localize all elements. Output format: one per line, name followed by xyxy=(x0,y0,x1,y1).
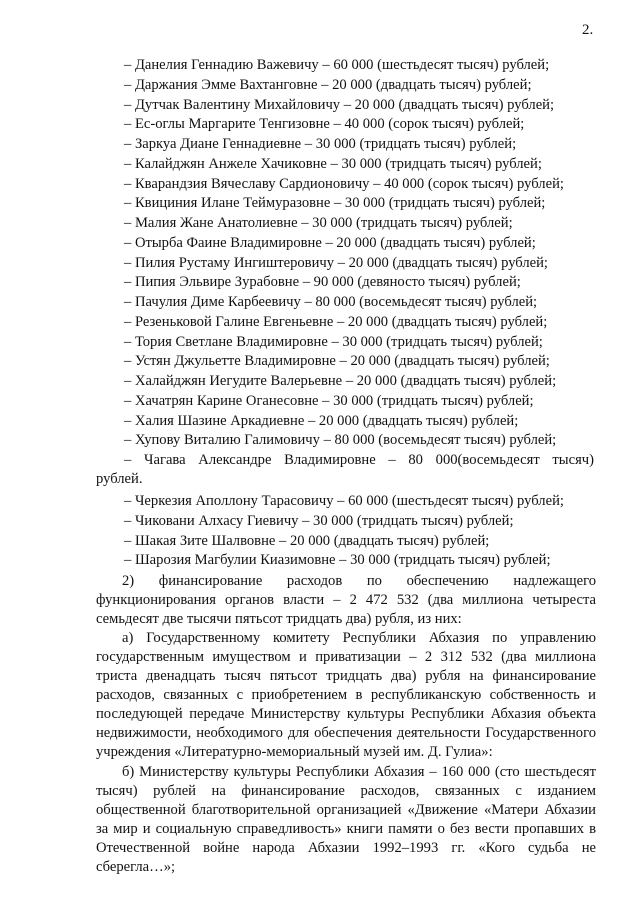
list-item: – Чиковани Алхасу Гиевичу – 30 000 (тридцать тысяч) рублей; xyxy=(124,512,514,529)
list-item: – Халия Шазине Аркадиевне – 20 000 (двадцать тысяч) рублей; xyxy=(124,412,519,429)
list-item: – Пипия Эльвире Зурабовне – 90 000 (девяносто тысяч) рублей; xyxy=(124,274,521,291)
list-item: – Хупову Виталию Галимовичу – 80 000 (восемьдесят тысяч) рублей; xyxy=(124,432,557,449)
list-item: – Заркуа Диане Геннадиевне – 30 000 (тридцать тысяч) рублей; xyxy=(124,136,517,152)
paragraph-b xyxy=(96,763,596,877)
paragraph-2-body: функционирования органов власти – 2 472 532 (два миллиона четыреста семьдесят две тысячи пятьсот тридцать два) рубля, из них: xyxy=(96,592,596,627)
paragraph-a xyxy=(96,629,596,762)
paragraph-2 xyxy=(96,572,596,629)
list-item: – Кварандзия Вячеславу Сардионовичу – 40 000 (сорок тысяч) рублей; xyxy=(124,175,564,192)
list-item: – Халайджян Иегудите Валерьевне – 20 000 (двадцать тысяч) рублей; xyxy=(124,373,557,389)
recipients-list-2 xyxy=(124,492,594,571)
list-item: – Данелия Геннадию Важевичу – 60 000 (шестьдесят тысяч) рублей; xyxy=(124,57,550,73)
paragraph-2-first-line: 2) финансирование расходов по обеспечению надлежащего xyxy=(122,573,596,589)
list-item: – Квициния Илане Теймуразовне – 30 000 (тридцать тысяч) рублей; xyxy=(124,195,546,212)
list-item: – Черкезия Аполлону Тарасовичу – 60 000 (шестьдесят тысяч) рублей; xyxy=(124,493,564,509)
list-item: – Шакая Зите Шалвовне – 20 000 (двадцать тысяч) рублей; xyxy=(124,532,490,549)
list-item: – Пилия Рустаму Ингиштеровичу – 20 000 (двадцать тысяч) рублей; xyxy=(124,254,548,271)
list-item: – Пачулия Диме Карбеевичу – 80 000 (восемьдесят тысяч) рублей; xyxy=(124,294,538,310)
list-item: – Даржания Эмме Вахтанговне – 20 000 (двадцать тысяч) рублей; xyxy=(124,76,532,93)
list-item: – Шарозия Магбулии Киазимовне – 30 000 (тридцать тысяч) рублей; xyxy=(124,552,551,569)
paragraph-b-text: б) Министерству культуры Республики Абхазия – 160 000 (сто шестьдесят тысяч) рублей на финансирование расходов, связанных с изданием общественной благотворительной организацией «Движение «Матери Абхазии за мир и социальную справедливость» книги памяти о без вести пропавших в Отечественной войне народа Абхазии 1992–1993 гг. «Кого судьба не сберегла…»; xyxy=(96,764,596,875)
list-item: – Резеньковой Галине Евгеньевне – 20 000 (двадцать тысяч) рублей; xyxy=(124,313,548,330)
list-item: – Малия Жане Анатолиевне – 30 000 (тридцать тысяч) рублей; xyxy=(124,215,513,231)
list-item: – Хачатрян Карине Оганесовне – 30 000 (тридцать тысяч) рублей; xyxy=(124,392,534,409)
list-item: – Отырба Фаине Владимировне – 20 000 (двадцать тысяч) рублей; xyxy=(124,234,536,251)
list-item: – Дутчак Валентину Михайловичу – 20 000 (двадцать тысяч) рублей; xyxy=(124,96,555,113)
list-item: – Устян Джульетте Владимировне – 20 000 (двадцать тысяч) рублей; xyxy=(124,353,550,370)
list-item: – Ес-оглы Маргарите Тенгизовне – 40 000 (сорок тысяч) рублей; xyxy=(124,116,525,133)
chagava-continuation: рублей. xyxy=(96,471,143,487)
list-item: – Калайджян Анжеле Хачиковне – 30 000 (тридцать тысяч) рублей; xyxy=(124,155,542,172)
page-number: 2. xyxy=(582,22,594,38)
list-item-chagava: – Чагава Александре Владимировне – 80 000(восемьдесят тысяч) xyxy=(124,452,594,468)
list-item: – Тория Светлане Владимировне – 30 000 (тридцать тысяч) рублей; xyxy=(124,333,543,350)
paragraph-a-text: а) Государственному комитету Республики Абхазия по управлению государственным имуществом и приватизации – 2 312 532 (два миллиона триста двенадцать тысяч пятьсот тридцать два) рубля на финансирование расходов, связанных с приобретением в республиканскую собственность и последующей передаче Министерству культуры Республики Абхазия объекта недвижимости, необходимого для обеспечения деятельности Государственного учреждения «Литературно-мемориальный музей им. Д. Гулиа»: xyxy=(96,630,596,760)
recipients-list xyxy=(124,56,594,471)
